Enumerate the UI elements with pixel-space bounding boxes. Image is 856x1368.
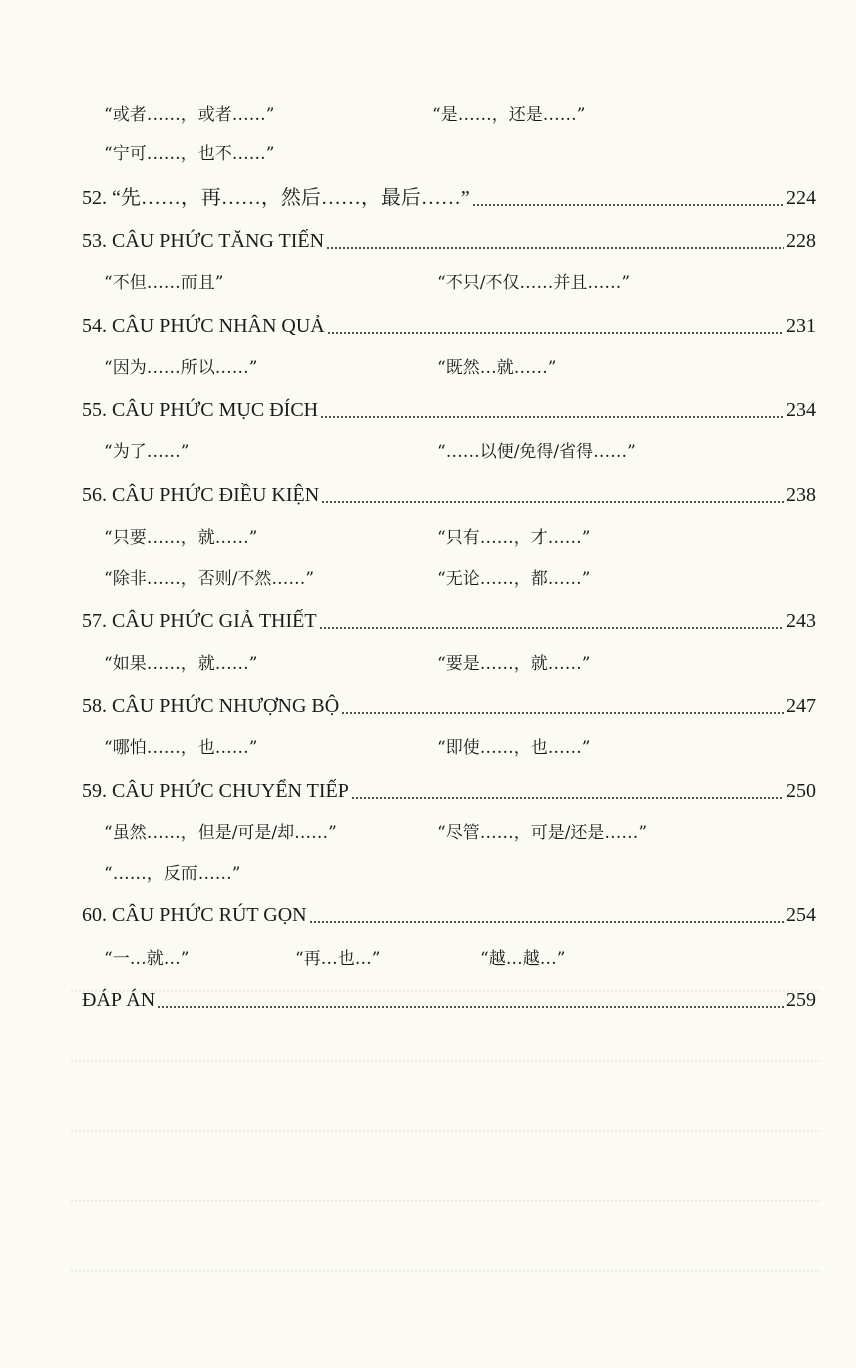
sub-row <box>0 520 856 556</box>
sub-item: “只有……，才……” <box>437 528 591 548</box>
sub-row <box>0 646 856 682</box>
toc-title: ĐÁP ÁN <box>82 989 156 1011</box>
sub-row <box>0 856 856 892</box>
toc-title: 59. CÂU PHỨC CHUYỂN TIẾP <box>82 780 349 802</box>
toc-page-number: 238 <box>786 484 816 506</box>
toc-title: 60. CÂU PHỨC RÚT GỌN <box>82 904 307 926</box>
sub-row <box>0 730 856 766</box>
dot-leader <box>309 921 784 923</box>
toc-title: 52. “先……，再……，然后……，最后……” <box>82 187 470 209</box>
sub-row <box>0 434 856 470</box>
dot-leader <box>321 501 784 503</box>
dot-leader <box>320 416 784 418</box>
sub-item: “尽管……，可是/还是……” <box>437 823 648 843</box>
sub-item: “一…就…” <box>104 949 190 969</box>
sub-item: “不但……而且” <box>104 273 224 293</box>
sub-item: “是……，还是……” <box>432 105 586 125</box>
dot-leader <box>351 797 784 799</box>
toc-page-number: 243 <box>786 610 816 632</box>
sub-item: “既然…就……” <box>437 358 557 378</box>
toc-entry-60[interactable] <box>82 897 816 933</box>
toc-page-number: 228 <box>786 230 816 252</box>
dot-leader <box>341 712 784 714</box>
dot-leader <box>319 627 784 629</box>
toc-entry-52[interactable] <box>82 180 816 216</box>
toc-entry-54[interactable] <box>82 308 816 344</box>
dot-leader <box>157 1006 784 1008</box>
sub-row <box>0 561 856 597</box>
sub-item: “……以便/免得/省得……” <box>437 442 636 462</box>
dot-leader <box>472 204 784 206</box>
toc-title: 57. CÂU PHỨC GIẢ THIẾT <box>82 610 317 632</box>
sub-item: “虽然……，但是/可是/却……” <box>104 823 337 843</box>
toc-page-number: 254 <box>786 904 816 926</box>
toc-title: 55. CÂU PHỨC MỤC ĐÍCH <box>82 399 319 421</box>
sub-item: “因为……所以……” <box>104 358 258 378</box>
toc-entry-55[interactable] <box>82 392 816 428</box>
toc-entry-59[interactable] <box>82 773 816 809</box>
toc-entry-56[interactable] <box>82 477 816 513</box>
dot-leader <box>327 332 784 334</box>
toc-page-number: 247 <box>786 695 816 717</box>
sub-item: “要是……，就……” <box>437 654 591 674</box>
sub-item: “再…也…” <box>295 949 381 969</box>
toc-entry-53[interactable] <box>82 223 816 259</box>
sub-item: “即使……，也……” <box>437 738 591 758</box>
toc-title: 54. CÂU PHỨC NHÂN QUẢ <box>82 315 325 337</box>
toc-entry-dap-an[interactable] <box>82 982 816 1018</box>
sub-row <box>0 815 856 851</box>
sub-item: “如果……，就……” <box>104 654 258 674</box>
toc-page-number: 231 <box>786 315 816 337</box>
sub-item: “只要……，就……” <box>104 528 258 548</box>
dot-leader <box>326 247 784 249</box>
sub-item: “……，反而……” <box>104 864 241 884</box>
sub-item: “除非……，否则/不然……” <box>104 569 315 589</box>
toc-entry-57[interactable] <box>82 603 816 639</box>
sub-item: “为了……” <box>104 442 190 462</box>
toc-title: 53. CÂU PHỨC TĂNG TIẾN <box>82 230 325 252</box>
toc-page-number: 234 <box>786 399 816 421</box>
toc-title: 58. CÂU PHỨC NHƯỢNG BỘ <box>82 695 340 717</box>
toc-page-number: 224 <box>786 187 816 209</box>
sub-item: “不只/不仅……并且……” <box>437 273 631 293</box>
sub-row <box>0 350 856 386</box>
sub-row <box>0 941 856 977</box>
toc-entry-58[interactable] <box>82 688 816 724</box>
sub-item: “宁可……，也不……” <box>104 144 275 164</box>
toc-page-number: 259 <box>786 989 816 1011</box>
sub-row <box>0 97 856 133</box>
sub-item: “无论……，都……” <box>437 569 591 589</box>
sub-row <box>0 265 856 301</box>
toc-title: 56. CÂU PHỨC ĐIỀU KIỆN <box>82 484 320 506</box>
sub-item: “越…越…” <box>480 949 566 969</box>
toc-page-number: 250 <box>786 780 816 802</box>
sub-row <box>0 136 856 172</box>
sub-item: “或者……，或者……” <box>104 105 275 125</box>
sub-item: “哪怕……，也……” <box>104 738 258 758</box>
